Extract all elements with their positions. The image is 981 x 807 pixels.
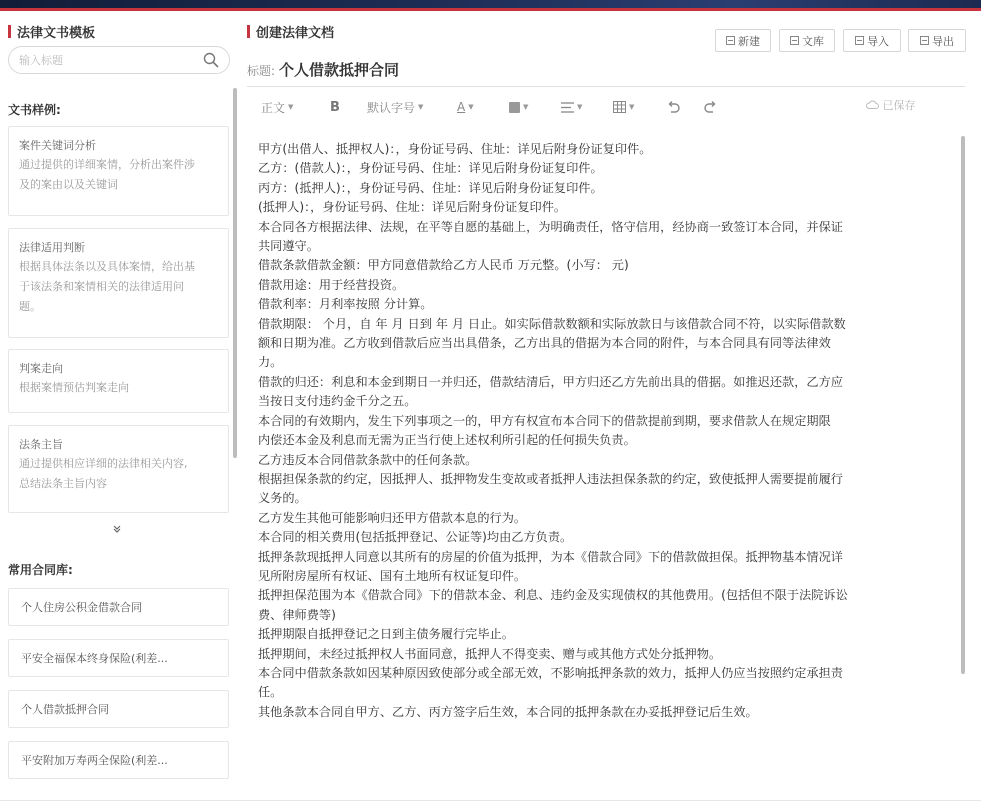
doc-line: 借款的归还：利息和本金到期日一并归还，借款结清后，甲方归还乙方先前出具的借据。如推迟还款，乙方应	[258, 374, 843, 389]
sample-title: 法条主旨	[19, 438, 63, 451]
document-editor-body[interactable]	[258, 140, 948, 722]
save-status	[866, 97, 916, 113]
sample-desc: 总结法条主旨内容	[19, 477, 107, 490]
doc-line: 义务的。	[258, 491, 307, 506]
doc-line: 任。	[258, 685, 283, 700]
doc-line: 根据担保条款的约定，因抵押人、抵押物发生变故或者抵押人违法担保条款的约定，致使抵押人需要提前履行	[258, 471, 843, 486]
sample-title: 案件关键词分析	[19, 139, 96, 152]
paragraph-style-dropdown[interactable]	[261, 97, 293, 117]
doc-line: 见所附房屋所有权证、国有土地所有权证复印件。	[258, 568, 527, 583]
font-size-label: 默认字号	[367, 100, 416, 115]
doc-line: 借款期限： 个月，自 年 月 日到 年 月 日止。如实际借款数额和实际放款日与该借款合同不符，以实际借款数	[258, 316, 846, 331]
undo-icon	[666, 101, 680, 113]
library-item[interactable]: 个人住房公积金借款合同	[8, 588, 229, 626]
doc-line: 乙方：(借款人)：，身份证号码、住址：详见后附身份证复印件。	[258, 161, 603, 176]
library-button[interactable]	[779, 29, 835, 52]
accent-bar	[247, 25, 250, 38]
font-color-dropdown[interactable]	[457, 97, 474, 117]
chevron-down-icon: ▼	[418, 103, 424, 111]
doc-line: 借款利率：月利率按照 分计算。	[258, 297, 433, 312]
sidebar-section-title	[8, 22, 95, 41]
title-divider	[247, 86, 965, 87]
sample-title: 法律适用判断	[19, 241, 85, 254]
paragraph-style-label: 正文	[261, 100, 286, 115]
doc-line: 本合同的相关费用(包括抵押登记、公证等)均由乙方负责。	[258, 530, 573, 545]
editor-scrollbar[interactable]	[961, 136, 965, 674]
export-button-label: 导出	[932, 34, 954, 48]
library-button-label: 文库	[802, 34, 824, 48]
sidebar-scrollbar[interactable]	[233, 88, 237, 458]
library-item[interactable]: 平安全福保本终身保险(利差...	[8, 639, 229, 677]
cloud-icon	[866, 100, 879, 109]
sample-card-law-gist[interactable]	[8, 425, 229, 513]
doc-line: 当按日支付违约金千分之五。	[258, 394, 417, 409]
sample-desc: 根据具体法条以及具体案情，给出基	[19, 260, 195, 273]
import-button[interactable]	[843, 29, 901, 52]
search-icon[interactable]	[203, 52, 219, 68]
align-dropdown[interactable]	[561, 97, 582, 117]
editor-section-title	[247, 22, 334, 41]
table-icon	[613, 101, 626, 113]
doc-line: 乙方违反本合同借款条款中的任何条款。	[258, 452, 478, 467]
doc-line: 丙方：(抵押人)：，身份证号码、住址：详见后附身份证复印件。	[258, 180, 603, 195]
chevron-down-icon: ▼	[577, 103, 583, 111]
document-title-row	[247, 59, 399, 80]
table-dropdown[interactable]	[613, 97, 634, 117]
doc-line: 抵押条款现抵押人同意以其所有的房屋的价值为抵押，为本《借款合同》下的借款做担保。抵押物基本情况详	[258, 549, 843, 564]
save-status-text: 已保存	[882, 99, 916, 112]
undo-button[interactable]	[666, 97, 680, 117]
doc-line: 抵押期限自抵押登记之日到主债务履行完毕止。	[258, 627, 514, 642]
doc-line: 共同遵守。	[258, 239, 319, 254]
export-button[interactable]	[908, 29, 966, 52]
doc-line: 额和日期为准。乙方收到借款后应当出具借条，乙方出具的借据为本合同的附件，与本合同具有同等法律效	[258, 336, 831, 351]
redo-icon	[704, 101, 718, 113]
highlight-icon	[509, 102, 520, 113]
chevron-down-icon: ▼	[523, 103, 529, 111]
doc-line: 本合同的有效期内，发生下列事项之一的，甲方有权宣布本合同下的借款提前到期，要求借款人在规定期限	[258, 413, 831, 428]
highlight-dropdown[interactable]	[509, 97, 528, 117]
sample-desc: 通过提供的详细案情，分析出案件涉	[19, 158, 195, 171]
sample-desc: 题。	[19, 300, 41, 313]
doc-line: 借款条款借款金额：甲方同意借款给乙方人民币 万元整。(小写： 元)	[258, 258, 629, 273]
sidebar-title-text: 法律文书模板	[17, 26, 96, 41]
doc-line: 抵押期间，未经过抵押权人书面同意，抵押人不得变卖、赠与或其他方式处分抵押物。	[258, 646, 722, 661]
doc-line: 费、律师费等)	[258, 607, 336, 622]
library-heading: 常用合同库:	[8, 563, 73, 577]
bold-button[interactable]: B	[330, 99, 340, 115]
sample-card-keyword-analysis[interactable]	[8, 126, 229, 216]
doc-line: 本合同各方根据法律、法规，在平等自愿的基础上，为明确责任，恪守信用，经协商一致签订本合同，并保证	[258, 219, 843, 234]
editor-title-text: 创建法律文档	[256, 26, 335, 41]
sample-desc: 于该法条和案情相关的法律适用问	[19, 280, 184, 293]
redo-button[interactable]	[704, 97, 718, 117]
chevron-down-icon: ▼	[629, 103, 635, 111]
doc-line: 本合同中借款条款如因某种原因致使部分或全部无效，不影响抵押条款的效力，抵押人仍应当按照约定承担责	[258, 665, 843, 680]
doc-line: 乙方发生其他可能影响归还甲方借款本息的行为。	[258, 510, 527, 525]
doc-line: 借款用途：用于经营投资。	[258, 277, 405, 292]
doc-line: 力。	[258, 355, 283, 370]
document-title-input[interactable]: 个人借款抵押合同	[279, 61, 400, 79]
import-icon	[855, 36, 864, 45]
sample-desc: 根据案情预估判案走向	[19, 381, 129, 394]
new-button[interactable]	[715, 29, 771, 52]
accent-bar	[8, 25, 11, 38]
new-button-label: 新建	[738, 34, 760, 48]
chevron-down-icon: ▼	[288, 103, 294, 111]
title-label: 标题:	[247, 64, 276, 78]
sample-desc: 通过提供相应详细的法律相关内容,	[19, 457, 188, 470]
doc-line: (抵押人)：，身份证号码、住址：详见后附身份证复印件。	[258, 200, 567, 215]
library-item[interactable]: 平安附加万寿两全保险(利差...	[8, 741, 229, 779]
bottom-divider	[0, 800, 981, 801]
export-icon	[920, 36, 929, 45]
doc-line: 内偿还本金及利息而无需为正当行使上述权利所引起的任何损失负责。	[258, 433, 636, 448]
doc-line: 抵押担保范围为本《借款合同》下的借款本金、利息、违约金及实现债权的其他费用。(包括但不限于法院诉讼	[258, 588, 848, 603]
samples-heading: 文书样例:	[8, 103, 61, 117]
search-input[interactable]	[19, 54, 203, 67]
expand-more-icon[interactable]	[112, 524, 122, 537]
new-icon	[726, 36, 735, 45]
doc-line: 其他条款本合同自甲方、乙方、丙方签字后生效，本合同的抵押条款在办妥抵押登记后生效。	[258, 704, 758, 719]
sample-desc: 及的案由以及关键词	[19, 178, 118, 191]
chevron-down-icon: ▼	[468, 103, 474, 111]
library-icon	[790, 36, 799, 45]
doc-line: 甲方(出借人、抵押权人)：，身份证号码、住址：详见后附身份证复印件。	[258, 142, 652, 156]
sample-card-law-application[interactable]	[8, 228, 229, 338]
sample-title: 判案走向	[19, 362, 63, 375]
sample-card-case-trend[interactable]	[8, 349, 229, 413]
align-icon	[561, 102, 574, 113]
library-item[interactable]: 个人借款抵押合同	[8, 690, 229, 728]
font-color-icon: A	[457, 100, 466, 114]
import-button-label: 导入	[867, 34, 889, 48]
title-search-box[interactable]	[8, 46, 230, 74]
font-size-dropdown[interactable]	[367, 97, 423, 117]
